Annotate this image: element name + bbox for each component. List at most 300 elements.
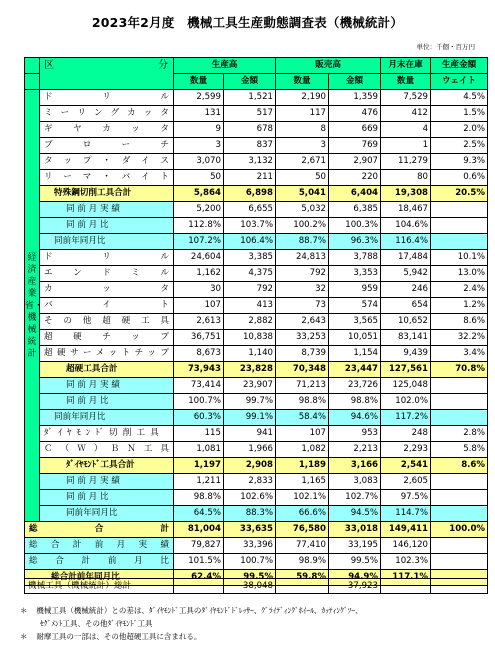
table-cell: 2,882: [224, 314, 276, 330]
grand-total-table: [24, 578, 488, 594]
table-cell: 36,751: [174, 330, 224, 346]
table-cell: 23,907: [224, 378, 276, 394]
table-cell: 33,253: [276, 330, 329, 346]
row-label: [40, 378, 174, 394]
row-label: [40, 330, 174, 346]
table-cell: 476: [329, 106, 381, 122]
table-cell: 117: [276, 106, 329, 122]
table-cell: [381, 579, 431, 594]
table-cell: 98.9%: [276, 554, 329, 570]
row-label-text: 同 前 月 実 績: [66, 476, 120, 486]
row-label-text: 同前年同月比: [54, 412, 106, 422]
row-label-text: ド リ ル: [44, 252, 169, 262]
row-label: [40, 442, 174, 458]
table-cell: 70.8%: [431, 362, 488, 378]
table-row: [25, 186, 488, 202]
table-cell: 2,293: [381, 442, 431, 458]
table-cell: 102.3%: [381, 554, 431, 570]
table-cell: 127,561: [381, 362, 431, 378]
table-cell: 94.5%: [329, 506, 381, 522]
table-cell: 114.7%: [381, 506, 431, 522]
row-label: [40, 266, 174, 282]
row-label: [40, 474, 174, 490]
table-row: [25, 442, 488, 458]
row-label-text: そ の 他 超 硬 工 具: [44, 316, 169, 326]
table-cell: 1,211: [174, 474, 224, 490]
table-cell: 0.6%: [431, 170, 488, 186]
table-cell: 6,385: [329, 202, 381, 218]
footnote-1: [20, 604, 490, 617]
table-cell: 112.8%: [174, 218, 224, 234]
table-cell: 792: [276, 266, 329, 282]
row-label: [40, 250, 174, 266]
table-cell: 5,032: [276, 202, 329, 218]
table-cell: 2.5%: [431, 138, 488, 154]
table-cell: 7,529: [381, 90, 431, 106]
table-cell: 100.0%: [431, 522, 488, 538]
row-label-text: 特殊鋼切削工具合計: [54, 188, 132, 198]
table-cell: 125,048: [381, 378, 431, 394]
table-cell: 654: [381, 298, 431, 314]
row-label-text: 総 合 計 前 月 実 績: [29, 540, 169, 550]
table-cell: 5.8%: [431, 442, 488, 458]
table-cell: 10,838: [224, 330, 276, 346]
table-row: [25, 106, 488, 122]
table-cell: 1,162: [174, 266, 224, 282]
table-row: [25, 554, 488, 570]
table-cell: 248: [381, 426, 431, 442]
row-label-text: 同 前 月 比: [66, 396, 109, 406]
table-row: [25, 218, 488, 234]
table-cell: [276, 579, 329, 594]
table-cell: 3,353: [329, 266, 381, 282]
table-cell: 1,189: [276, 458, 329, 474]
table-cell: 99.7%: [224, 394, 276, 410]
table-row: [25, 474, 488, 490]
table-cell: 94.9%: [329, 570, 381, 586]
row-label: [40, 122, 174, 138]
table-cell: 769: [329, 138, 381, 154]
row-label-text: 超 硬 チ ッ プ: [44, 332, 169, 342]
table-cell: 102.7%: [329, 490, 381, 506]
table-cell: 73,414: [174, 378, 224, 394]
table-cell: 102.0%: [381, 394, 431, 410]
table-cell: 98.8%: [329, 394, 381, 410]
row-label-text: 同 前 月 比: [66, 220, 109, 230]
table-row: [25, 314, 488, 330]
footnote-2-text: 耐摩工具の一部は、その他超硬工具に含まれる。: [36, 632, 202, 641]
row-label-text: ミーリングカッタ: [44, 108, 169, 118]
header-kubun-left: 区: [44, 60, 54, 71]
table-cell: 146,120: [381, 538, 431, 554]
table-cell: 4.5%: [431, 90, 488, 106]
table-cell: 30: [174, 282, 224, 298]
table-cell: [431, 538, 488, 554]
table-row: [25, 426, 488, 442]
table-cell: 3,166: [329, 458, 381, 474]
table-cell: 5,942: [381, 266, 431, 282]
table-cell: 24,813: [276, 250, 329, 266]
table-cell: 2,213: [329, 442, 381, 458]
table-cell: [431, 378, 488, 394]
table-cell: 23,726: [329, 378, 381, 394]
table-cell: 517: [224, 106, 276, 122]
table-cell: 131: [174, 106, 224, 122]
row-label-text: ﾀﾞｲﾔﾓﾝﾄﾞ切削工具: [44, 428, 164, 438]
header-amt: 金額: [329, 74, 381, 90]
row-label-text: リーマ・バイト: [44, 172, 169, 182]
table-row: [25, 522, 488, 538]
table-cell: 115: [174, 426, 224, 442]
table-cell: 953: [329, 426, 381, 442]
grand-total-label: 機械工具（機械統計）総計: [25, 579, 174, 594]
table-cell: 33,195: [329, 538, 381, 554]
table-cell: 413: [224, 298, 276, 314]
header-weight-sub: ウェイト: [431, 74, 488, 90]
row-label-text: ギ ヤ カ ッ タ: [44, 124, 169, 134]
row-label: [40, 394, 174, 410]
table-cell: 941: [224, 426, 276, 442]
header-weight: 生産金額: [431, 58, 488, 74]
table-cell: 73: [276, 298, 329, 314]
table-row: [25, 250, 488, 266]
footnotes: [20, 604, 490, 643]
table-cell: 116.4%: [381, 234, 431, 250]
row-label: [40, 170, 174, 186]
table-cell: 71,213: [276, 378, 329, 394]
table-cell: 32: [276, 282, 329, 298]
table-cell: 107.2%: [174, 234, 224, 250]
table-cell: 23,447: [329, 362, 381, 378]
table-cell: 60.3%: [174, 410, 224, 426]
table-cell: 50: [174, 170, 224, 186]
header-inventory: 月末在庫: [381, 58, 431, 74]
table-row: [25, 346, 488, 362]
table-cell: 117.1%: [381, 570, 431, 586]
table-cell: 2,907: [329, 154, 381, 170]
table-cell: 4,375: [224, 266, 276, 282]
table-cell: 101.5%: [174, 554, 224, 570]
table-cell: 107: [174, 298, 224, 314]
table-cell: 117.2%: [381, 410, 431, 426]
table-cell: 1.5%: [431, 106, 488, 122]
table-cell: 3: [174, 138, 224, 154]
row-label-text: カ ッ タ: [44, 284, 169, 294]
table-row: [25, 362, 488, 378]
header-amt: 金額: [224, 74, 276, 90]
table-cell: 94.6%: [329, 410, 381, 426]
row-label: [40, 90, 174, 106]
table-cell: [431, 554, 488, 570]
header-production: 生産高: [174, 58, 276, 74]
table-row: [25, 410, 488, 426]
table-cell: 100.2%: [276, 218, 329, 234]
table-cell: 66.6%: [276, 506, 329, 522]
row-label: [40, 298, 174, 314]
table-body: [25, 90, 488, 586]
row-label: [40, 362, 174, 378]
row-label: [40, 346, 174, 362]
table-cell: 574: [329, 298, 381, 314]
table-cell: 1,081: [174, 442, 224, 458]
table-cell: 2.4%: [431, 282, 488, 298]
table-cell: 73,943: [174, 362, 224, 378]
table-cell: 10,051: [329, 330, 381, 346]
table-cell: 81,004: [174, 522, 224, 538]
table-cell: 33,635: [224, 522, 276, 538]
row-label-text: 総 合 計: [29, 524, 169, 534]
table-cell: 1,165: [276, 474, 329, 490]
footnote-1-text: 機械工具（機械統計）との差は、ﾀﾞｲﾔﾓﾝﾄﾞ工具のﾀﾞｲﾔﾓﾝﾄﾞﾄﾞﾚｯｻｰ、ｸﾞﾗｲﾃﾞｨﾝｸﾞﾎｲｰﾙ、ｶｯﾃｨﾝｸﾞｿｰ、: [36, 606, 363, 615]
row-label-text: Ｃ（Ｗ）ＢＮ工具: [44, 444, 169, 454]
row-label: [40, 202, 174, 218]
row-label: [40, 234, 174, 250]
table-cell: [431, 394, 488, 410]
table-cell: 3,565: [329, 314, 381, 330]
table-cell: 83,141: [381, 330, 431, 346]
row-label-text: ﾀﾞｲﾔﾓﾝﾄﾞ工具合計: [66, 460, 135, 470]
row-label-text: 同 前 月 比: [66, 492, 109, 502]
table-cell: 2,908: [224, 458, 276, 474]
table-cell: 8,673: [174, 346, 224, 362]
table-cell: 8,739: [276, 346, 329, 362]
table-cell: [431, 490, 488, 506]
footnote-star: ＊: [20, 606, 28, 615]
table-row: [25, 202, 488, 218]
row-label-text: バ イ ト: [44, 300, 169, 310]
page-title: 2023年2月度 機械工具生産動態調査表（機械統計）: [91, 15, 404, 30]
table-row: [25, 298, 488, 314]
table-cell: 669: [329, 122, 381, 138]
table-cell: 98.8%: [174, 490, 224, 506]
table-cell: 23,828: [224, 362, 276, 378]
row-label: [40, 186, 174, 202]
table-row: [25, 154, 488, 170]
footnote-star: ＊: [20, 632, 28, 641]
table-cell: 32.2%: [431, 330, 488, 346]
table-cell: 106.4%: [224, 234, 276, 250]
table-row: [25, 458, 488, 474]
table-row: [25, 90, 488, 106]
table-cell: 2,190: [276, 90, 329, 106]
header-kubun-right: 分: [158, 60, 168, 71]
table-cell: 2.0%: [431, 122, 488, 138]
table-cell: 37,923: [329, 579, 381, 594]
table-cell: 5,200: [174, 202, 224, 218]
table-cell: 20.5%: [431, 186, 488, 202]
header-sales: 販売高: [276, 58, 381, 74]
table-cell: 99.5%: [329, 554, 381, 570]
header-qty: 数量: [174, 74, 224, 90]
row-label: [40, 106, 174, 122]
table-cell: 107: [276, 426, 329, 442]
row-label-text: 超硬サーメットチップ: [44, 348, 169, 358]
table-cell: 70,348: [276, 362, 329, 378]
header-kubun: [40, 58, 174, 90]
table-cell: 10.1%: [431, 250, 488, 266]
table-cell: 1,140: [224, 346, 276, 362]
table-cell: 100.7%: [224, 554, 276, 570]
table-row: [25, 138, 488, 154]
table-cell: 1,154: [329, 346, 381, 362]
footnote-1-cont: ｾｸﾞﾒﾝﾄ工具、その他ﾀﾞｲﾔﾓﾝﾄﾞ工具: [40, 619, 153, 628]
table-cell: 220: [329, 170, 381, 186]
table-cell: 80: [381, 170, 431, 186]
table-cell: 2,605: [381, 474, 431, 490]
table-cell: 10,652: [381, 314, 431, 330]
table-cell: 3.4%: [431, 346, 488, 362]
table-row: [25, 234, 488, 250]
table-row: [25, 282, 488, 298]
table-cell: 3,788: [329, 250, 381, 266]
table-cell: 6,404: [329, 186, 381, 202]
table-cell: 837: [224, 138, 276, 154]
grand-total-row: [25, 579, 488, 594]
header-corner-2: [25, 74, 40, 90]
table-cell: 33,018: [329, 522, 381, 538]
row-label: [40, 490, 174, 506]
table-cell: 2,541: [381, 458, 431, 474]
table-cell: 211: [224, 170, 276, 186]
table-cell: [431, 579, 488, 594]
footnote-2: [20, 630, 490, 643]
table-cell: 79,827: [174, 538, 224, 554]
table-cell: 100.7%: [174, 394, 224, 410]
table-cell: 99.5%: [224, 570, 276, 586]
table-cell: 2,599: [174, 90, 224, 106]
table-row: [25, 506, 488, 522]
table-row: [25, 538, 488, 554]
table-cell: 99.1%: [224, 410, 276, 426]
table-cell: 792: [224, 282, 276, 298]
table-cell: 62.4%: [174, 570, 224, 586]
row-label: [40, 282, 174, 298]
table-cell: 3,385: [224, 250, 276, 266]
table-cell: 38,048: [224, 579, 276, 594]
row-label-text: 超硬工具合計: [66, 364, 118, 374]
header-qty: 数量: [381, 74, 431, 90]
table-cell: 8.6%: [431, 458, 488, 474]
row-label-text: 同前年同月比: [54, 236, 106, 246]
table-cell: 9.3%: [431, 154, 488, 170]
header-corner: [25, 58, 40, 74]
table-cell: 3: [276, 138, 329, 154]
table-cell: [431, 234, 488, 250]
table-cell: 149,411: [381, 522, 431, 538]
table-cell: 2.8%: [431, 426, 488, 442]
table-cell: 77,410: [276, 538, 329, 554]
table-cell: 2,671: [276, 154, 329, 170]
table-cell: 8: [276, 122, 329, 138]
row-label: [25, 554, 174, 570]
row-label: [25, 522, 174, 538]
table-cell: 18,467: [381, 202, 431, 218]
row-label: [25, 538, 174, 554]
table-cell: [431, 410, 488, 426]
table-cell: 76,580: [276, 522, 329, 538]
row-label: [40, 506, 174, 522]
table-cell: 1,966: [224, 442, 276, 458]
table-row: [25, 266, 488, 282]
row-label-text: 同 前 月 実 績: [66, 204, 120, 214]
table-cell: [431, 202, 488, 218]
table-cell: 58.4%: [276, 410, 329, 426]
row-label: [40, 138, 174, 154]
table-cell: 1,359: [329, 90, 381, 106]
row-label: [40, 458, 174, 474]
table-cell: 5,864: [174, 186, 224, 202]
table-cell: [431, 474, 488, 490]
table-cell: 96.3%: [329, 234, 381, 250]
table-cell: 19,308: [381, 186, 431, 202]
row-label: [40, 410, 174, 426]
table-cell: 64.5%: [174, 506, 224, 522]
table-cell: 104.6%: [381, 218, 431, 234]
table-cell: 1,521: [224, 90, 276, 106]
table-cell: 24,604: [174, 250, 224, 266]
table-row: [25, 330, 488, 346]
table-row: [25, 378, 488, 394]
table-cell: [431, 506, 488, 522]
table-cell: 102.1%: [276, 490, 329, 506]
table-cell: 11,279: [381, 154, 431, 170]
table-row: [25, 490, 488, 506]
row-label-text: ド リ ル: [44, 92, 169, 102]
table-cell: 33,396: [224, 538, 276, 554]
row-label-text: 総 合 計 前 月 比: [29, 556, 169, 566]
table-cell: 2,643: [276, 314, 329, 330]
table-cell: 50: [276, 170, 329, 186]
table-cell: 2,833: [224, 474, 276, 490]
table-cell: 88.7%: [276, 234, 329, 250]
table-cell: 98.8%: [276, 394, 329, 410]
table-cell: 959: [329, 282, 381, 298]
table-cell: 5,041: [276, 186, 329, 202]
row-label-text: 同前年同月比: [66, 508, 118, 518]
table-cell: 412: [381, 106, 431, 122]
table-cell: 4: [381, 122, 431, 138]
table-cell: 3,083: [329, 474, 381, 490]
row-label-text: 同 前 月 実 績: [66, 380, 120, 390]
table-cell: 1: [381, 138, 431, 154]
table-cell: 17,484: [381, 250, 431, 266]
table-cell: 1.2%: [431, 298, 488, 314]
table-cell: 6,898: [224, 186, 276, 202]
table-cell: 678: [224, 122, 276, 138]
table-cell: 246: [381, 282, 431, 298]
table-cell: 102.6%: [224, 490, 276, 506]
table-cell: 100.3%: [329, 218, 381, 234]
row-label-text: 総合計前年同月比: [51, 572, 120, 582]
table-row: [25, 122, 488, 138]
table-cell: 3,132: [224, 154, 276, 170]
table-cell: 8.6%: [431, 314, 488, 330]
row-label: [40, 218, 174, 234]
row-label: [40, 426, 174, 442]
table-cell: [174, 579, 224, 594]
row-label-text: エ ン ド ミ ル: [44, 268, 169, 278]
table-cell: 1,197: [174, 458, 224, 474]
table-cell: 103.7%: [224, 218, 276, 234]
table-cell: [431, 218, 488, 234]
row-label-text: タップ・ダイス: [44, 156, 169, 166]
table-cell: 59.8%: [276, 570, 329, 586]
table-cell: 88.3%: [224, 506, 276, 522]
table-cell: 9: [174, 122, 224, 138]
row-label: [40, 314, 174, 330]
table-row: [25, 394, 488, 410]
side-label: 経済産業省・機械統計: [25, 90, 40, 522]
